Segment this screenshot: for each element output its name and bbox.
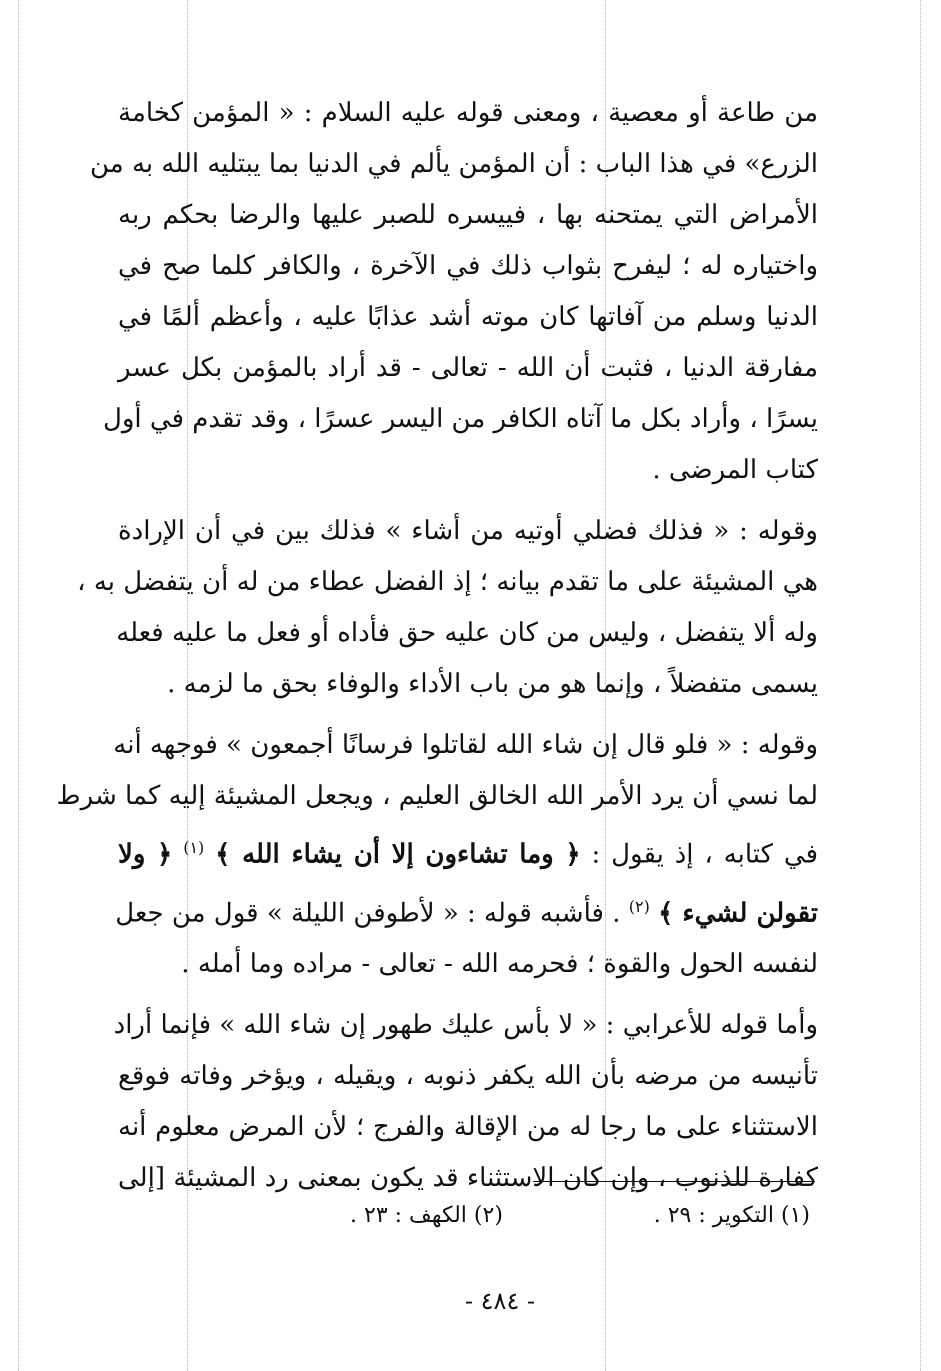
paragraph-2	[77, 506, 818, 710]
text-line: مفارقة الدنيا ، فثبت أن الله - تعالى - قد أراد بالمؤمن بكل عسر	[118, 353, 818, 383]
footnote-marker: (١)	[183, 838, 205, 857]
footnote-marker: (٢)	[628, 896, 650, 916]
text-line-with-quran-quote	[115, 881, 818, 940]
text-line: الأمراض التي يمتحنه بها ، فييسره للصبر عليها والرضا بحكم ربه	[118, 200, 818, 230]
text-line: وقوله : « فلو قال إن شاء الله لقاتلوا فرسانًا أجمعون » فوجهه أنه	[113, 730, 818, 760]
text-line: تأنيسه من مرضه بأن الله يكفر ذنوبه ، ويقيله ، ويؤخر وفاته فوقع	[118, 1061, 818, 1092]
scan-guide-line	[920, 0, 921, 1371]
text-line-with-quran-quote	[118, 822, 818, 881]
footnotes	[350, 1203, 810, 1228]
text-line: لما نسي أن يرد الأمر الله الخالق العليم ، ويجعل المشيئة إليه كما شرط	[56, 781, 818, 811]
scan-guide-line	[18, 0, 19, 1371]
text-line: لنفسه الحول والقوة ؛ فحرمه الله - تعالى - مراده وما أمله .	[181, 949, 818, 980]
paragraph-4	[113, 1000, 818, 1204]
quran-quote: ﴿ وما تشاءون إلا أن يشاء الله ﴾	[215, 839, 581, 870]
text-segment: في كتابه ، إذ يقول :	[580, 839, 818, 870]
text-line: هي المشيئة على ما تقدم بيانه ؛ إذ الفضل عطاء من له أن يتفضل به ،	[77, 567, 818, 597]
text-line: الزرع» في هذا الباب : أن المؤمن يألم في الدنيا بما يبتليه الله به من	[89, 149, 818, 179]
text-line: كفارة للذنوب ، وإن كان الاستثناء قد يكون بمعنى رد المشيئة [إلى	[118, 1163, 818, 1194]
paragraph-1	[89, 88, 818, 496]
text-line: من طاعة أو معصية ، ومعنى قوله عليه السلام : « المؤمن كخامة	[118, 98, 818, 128]
footnote-2: (٢) الكهف : ٢٣ .	[350, 1203, 503, 1228]
text-line: الدنيا وسلم من آفاتها كان موته أشد عذابًا عليه ، وأعظم ألمًا في	[118, 302, 818, 332]
text-line: وأما قوله للأعرابي : « لا بأس عليك طهور إن شاء الله » فإنما أراد	[113, 1010, 818, 1041]
quran-quote: تقولن لشيء ﴾	[658, 898, 818, 929]
quran-quote: ﴿ ولا	[118, 839, 173, 870]
text-line: وله ألا يتفضل ، وليس من كان عليه حق فأداه أو فعل ما عليه فعله	[116, 618, 818, 648]
text-line: الاستثناء على ما رجا له من الإقالة والفرج ؛ لأن المرض معلوم أنه	[118, 1112, 818, 1143]
footnote-separator	[533, 1181, 815, 1182]
body-text	[56, 88, 818, 1204]
page-number: - ٤٨٤ -	[464, 1287, 536, 1315]
text-line: وقوله : « فذلك فضلي أوتيه من أشاء » فذلك بين في أن الإرادة	[118, 516, 818, 546]
footnote-1: (١) التكوير : ٢٩ .	[653, 1203, 810, 1228]
text-line: كتاب المرضى .	[652, 455, 818, 485]
paragraph-3	[56, 720, 818, 990]
text-segment: . فأشبه قوله : « لأطوفن الليلة » قول من جعل	[115, 898, 629, 929]
text-line: يسرًا ، وأراد بكل ما آتاه الكافر من اليسر عسرًا ، وقد تقدم في أول	[102, 404, 818, 434]
text-line: يسمى متفضلاً ، وإنما هو من باب الأداء والوفاء بحق ما لزمه .	[167, 669, 818, 699]
text-line: واختياره له ؛ ليفرح بثواب ذلك في الآخرة ، والكافر كلما صح في	[118, 251, 818, 281]
